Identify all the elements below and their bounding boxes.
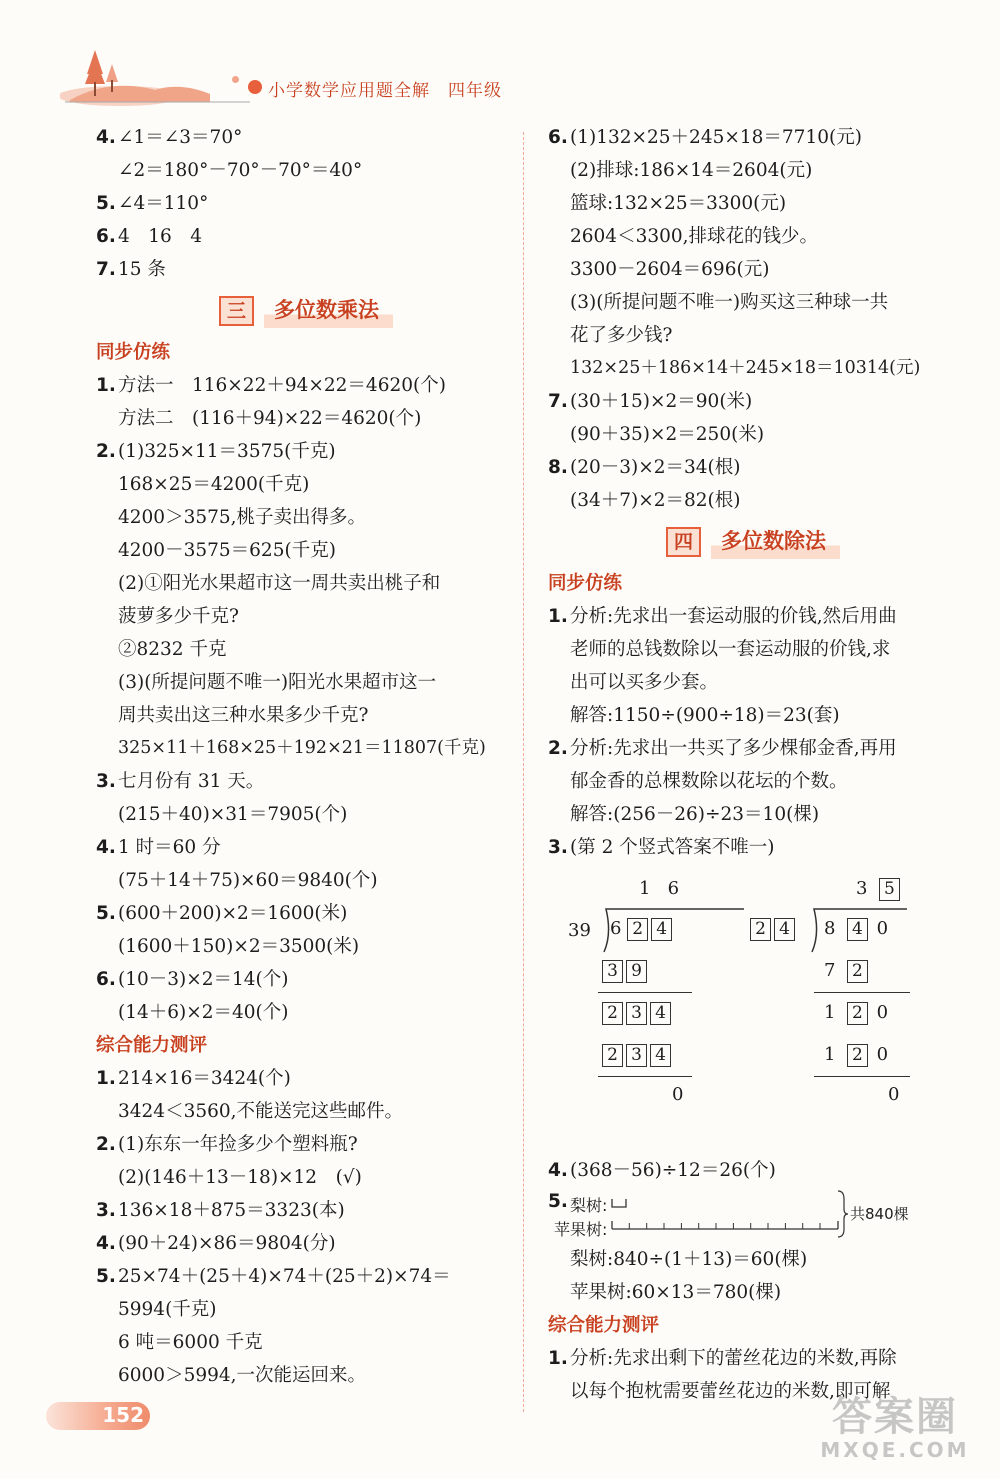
watermark [815, 1385, 975, 1465]
answer-line: (2)排球:186×14＝2604(元) [570, 160, 813, 181]
division1-step1: 3 9 [602, 960, 650, 983]
answer-line: 4200＞3575,桃子卖出得多。 [118, 507, 367, 528]
book-title: 小学数学应用题全解 四年级 [268, 81, 502, 101]
division2-dividend: 8 4 0 [824, 918, 889, 939]
answer-line: 5. 25×74＋(25＋4)×74＋(25＋2)×74＝ [96, 1266, 451, 1287]
division2-quotient: 3 5 [856, 878, 903, 901]
division2-remainder: 0 [888, 1084, 900, 1105]
answer-line: 2. (1)东东一年捡多少个塑料瓶? [96, 1134, 358, 1155]
apple-label: 苹果树: [554, 1220, 608, 1239]
division2-divisor: 2 4 [750, 918, 798, 941]
answer-line: 4. (368－56)÷12＝26(个) [548, 1160, 776, 1181]
division1-rule2 [598, 1076, 692, 1077]
answer-line: 1. 214×16＝3424(个) [96, 1068, 291, 1089]
answer-line: ②8232 千克 [118, 639, 227, 660]
answer-line: 4. ∠1＝∠3＝70° [96, 127, 243, 148]
header-dot [248, 80, 262, 94]
answer-line: 7. (30＋15)×2＝90(米) [548, 391, 753, 412]
answer-line: 1. 方法一 116×22＋94×22＝4620(个) [96, 375, 446, 396]
answer-line: 4. (90＋24)×86＝9804(分) [96, 1233, 336, 1254]
division1-quotient: 1 6 [639, 878, 680, 899]
answer-line: (215＋40)×31＝7905(个) [118, 804, 348, 825]
answer-line: (3)(所提问题不唯一)购买这三种球一共 [570, 292, 889, 313]
answer-line: 325×11＋168×25＋192×21＝11807(千克) [118, 738, 486, 758]
division1-divisor: 39 [568, 920, 591, 941]
answer-line: 168×25＝4200(千克) [118, 474, 310, 495]
page-number-badge [46, 1402, 150, 1430]
header-dot-small [232, 76, 239, 83]
left-top-items [96, 121, 516, 286]
answer-line: 3424＜3560,不能送完这些邮件。 [118, 1101, 404, 1122]
answer-line: 132×25＋186×14＋245×18＝10314(元) [570, 358, 921, 378]
division2-step2: 1 2 0 [824, 1002, 889, 1023]
division2-rule2 [814, 1076, 910, 1077]
column-divider [523, 132, 524, 1412]
answer-line: 6000＞5994,一次能运回来。 [118, 1365, 367, 1386]
answer-line: (3)(所提问题不唯一)阳光水果超市这一 [118, 672, 437, 693]
answer-line: 8. (20－3)×2＝34(根) [548, 457, 741, 478]
answer-line: (34＋7)×2＝82(根) [570, 490, 741, 511]
division1-step3: 2 3 4 [602, 1044, 674, 1067]
answer-line: 菠萝多少千克? [118, 606, 239, 627]
right-top-items [548, 121, 958, 517]
answer-line: 苹果树:60×13＝780(棵) [570, 1282, 782, 1303]
section-lines [548, 600, 958, 864]
answer-line: (14＋6)×2＝40(个) [118, 1002, 289, 1023]
chapter-title: 多位数乘法 [264, 294, 393, 328]
watermark-url: MXQE.COM [820, 1438, 970, 1462]
answer-line: 3. 136×18＋875＝3323(本) [96, 1200, 345, 1221]
answer-line: 4. 1 时＝60 分 [96, 837, 221, 858]
answer-line: 以每个抱枕需要蕾丝花边的米数,即可解 [570, 1381, 891, 1402]
answer-line: 3. (第 2 个竖式答案不唯一) [548, 837, 775, 858]
tree-segment-diagram [548, 1187, 958, 1243]
chapter-title: 多位数除法 [711, 525, 840, 559]
answer-line: 解答:1150÷(900÷18)＝23(套) [570, 705, 840, 726]
answer-line: (2)①阳光水果超市这一周共卖出桃子和 [118, 573, 441, 594]
answer-line: 6. (1)132×25＋245×18＝7710(元) [548, 127, 862, 148]
answer-line: 3. 七月份有 31 天。 [96, 771, 265, 792]
pear-label: 梨树: [570, 1196, 608, 1215]
answer-line: 7. 15 条 [96, 259, 166, 280]
page-number: 152 [102, 1403, 144, 1427]
total-label: 共840棵 [850, 1205, 909, 1223]
chapter-heading [548, 517, 958, 567]
answer-line: ∠2＝180°－70°－70°＝40° [118, 160, 363, 181]
long-division-figures [548, 864, 958, 1154]
chapter-heading [96, 286, 516, 336]
section-lines [96, 1062, 516, 1392]
answer-line: 6. 4 16 4 [96, 226, 203, 247]
division1-remainder: 0 [672, 1084, 684, 1105]
answer-line: 2604＜3300,排球花的钱少。 [570, 226, 819, 247]
answer-line: 2. (1)325×11＝3575(千克) [96, 441, 336, 462]
answer-line: 5994(千克) [118, 1299, 217, 1320]
section-lines [96, 369, 516, 1029]
answer-line: (1600＋150)×2＝3500(米) [118, 936, 360, 957]
answer-line: 1. 分析:先求出剩下的蕾丝花边的米数,再除 [548, 1348, 897, 1369]
pear-segment [610, 1195, 630, 1211]
watermark-title: 答案圈 [832, 1394, 958, 1440]
chapter-number: 三 [219, 296, 254, 326]
section-title: 综合能力测评 [548, 1315, 660, 1336]
answer-line: 梨树:840÷(1＋13)＝60(棵) [570, 1249, 808, 1270]
chapter-number: 四 [666, 527, 701, 557]
apple-segment [610, 1217, 842, 1235]
answer-line: 5. ∠4＝110° [96, 193, 209, 214]
answer-line: 解答:(256－26)÷23＝10(棵) [570, 804, 820, 825]
answer-line: 1. 分析:先求出一套运动服的价钱,然后用曲 [548, 606, 897, 627]
answer-line: 老师的总钱数除以一套运动服的价钱,求 [570, 639, 891, 660]
left-column [96, 121, 516, 1392]
answer-line: 2. 分析:先求出一共买了多少棵郁金香,再用 [548, 738, 897, 759]
section-title: 综合能力测评 [96, 1035, 208, 1056]
division2-step1: 7 2 [824, 960, 871, 983]
question-number: 5. [548, 1191, 568, 1212]
answer-line: 出可以买多少套。 [570, 672, 719, 693]
division1-step2: 2 3 4 [602, 1002, 674, 1025]
answer-line: 郁金香的总棵数除以花坛的个数。 [570, 771, 848, 792]
answer-line: (75＋14＋75)×60＝9840(个) [118, 870, 378, 891]
answer-line: 花了多少钱? [570, 325, 673, 346]
answer-line: 3300－2604＝696(元) [570, 259, 770, 280]
division1-rule1 [598, 992, 692, 993]
answer-line: (90＋35)×2＝250(米) [570, 424, 765, 445]
answer-line: 4200－3575＝625(千克) [118, 540, 336, 561]
answer-line: 篮球:132×25＝3300(元) [570, 193, 787, 214]
header-illustration [60, 38, 260, 106]
division2-step3: 1 2 0 [824, 1044, 889, 1065]
section-title: 同步仿练 [548, 573, 623, 594]
section-title: 同步仿练 [96, 342, 171, 363]
division1-dividend: 6 2 4 [610, 918, 675, 941]
answer-line: 周共卖出这三种水果多少千克? [118, 705, 369, 726]
answer-line: 方法二 (116＋94)×22＝4620(个) [118, 408, 422, 429]
answer-line: 6 吨＝6000 千克 [118, 1332, 263, 1353]
total-brace [836, 1189, 850, 1239]
answer-line: (2)(146＋13－18)×12 (√) [118, 1167, 362, 1188]
answer-line: 6. (10－3)×2＝14(个) [96, 969, 289, 990]
answer-line: 5. (600＋200)×2＝1600(米) [96, 903, 348, 924]
right-column [548, 121, 958, 1408]
division2-rule1 [814, 992, 910, 993]
